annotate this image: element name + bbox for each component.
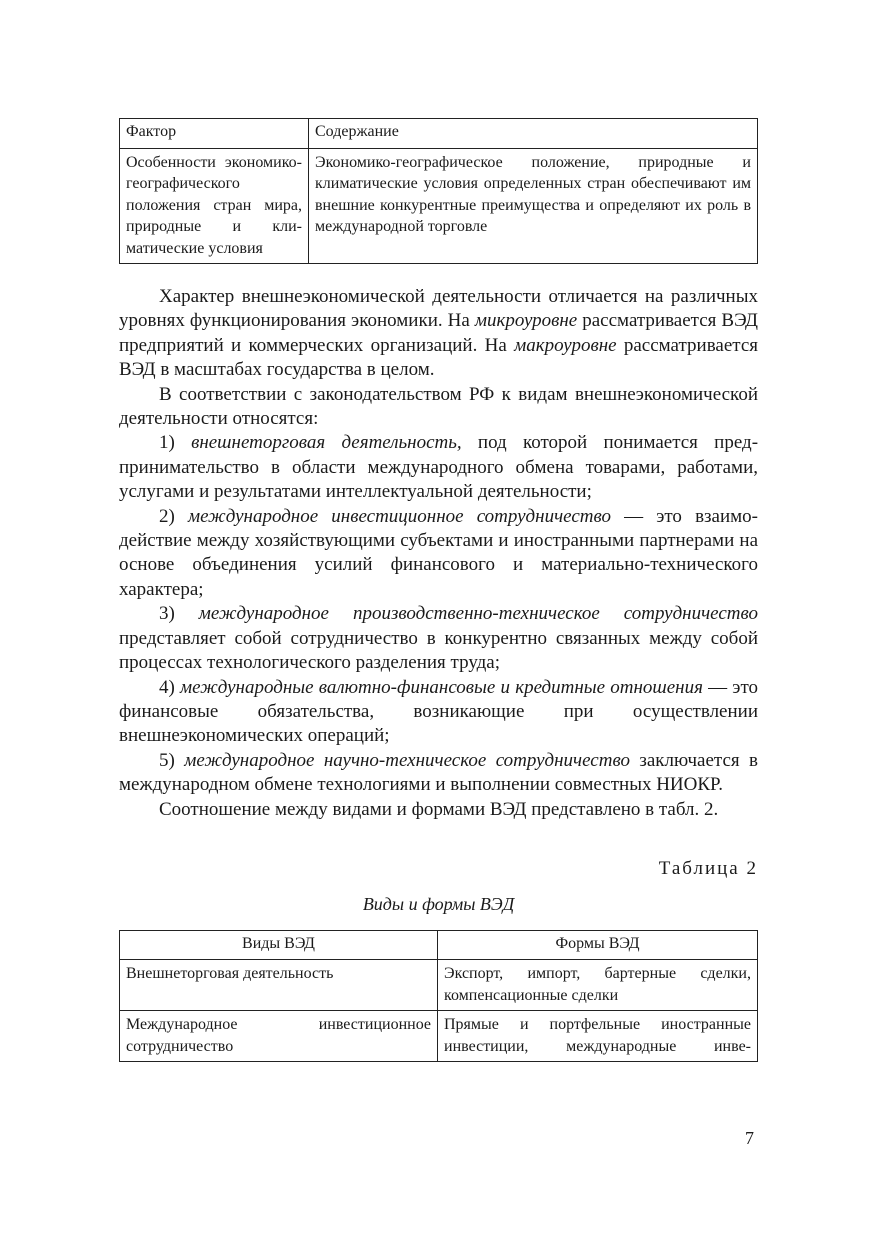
text-run: рассматривается ВЭД в масштабах государства в целом.: [119, 334, 758, 381]
page-number: 7: [745, 1128, 754, 1148]
item-term: международное инвестиционное сотрудничество: [187, 505, 611, 527]
header-kinds: Виды ВЭД: [120, 930, 438, 960]
list-item: [119, 676, 758, 749]
item-text: заключается в международном обмене технологиями и выполнении совместных НИОКР.: [119, 749, 758, 796]
factors-table: [119, 118, 758, 264]
term-macro: макроуровне: [514, 334, 617, 356]
factor-cell: Особенности экономико-географического положения стран мира, природные и климатические условия: [120, 148, 309, 264]
forms-cell: Прямые и портфельные иностранные инвестиции, международные инве-: [438, 1011, 758, 1062]
header-content: Содержание: [309, 119, 758, 149]
table-row: [120, 1011, 758, 1062]
item-term: международное производственно-техническое сотрудничество: [198, 603, 758, 625]
table-row: [120, 148, 758, 264]
forms-cell: Экспорт, импорт, бартерные сделки, компенсационные сделки: [438, 960, 758, 1011]
item-term: международные валютно-финансовые и кредитные отношения: [180, 676, 703, 698]
header-forms: Формы ВЭД: [438, 930, 758, 960]
kind-cell: Внешнеторговая деятельность: [120, 960, 438, 1011]
list-item: [119, 505, 758, 603]
item-number: 4): [159, 676, 180, 698]
item-text: — это финансовые обязательства, возникающие при осуществлении внешнеэкономических операций;: [119, 676, 758, 747]
paragraph-levels: [119, 285, 758, 383]
item-text: представляет собой сотрудничество в конкурентно связанных между собой процессах технологического разделения труда;: [119, 627, 758, 674]
item-number: 5): [159, 749, 185, 771]
table-row: [120, 960, 758, 1011]
list-item: [119, 602, 758, 675]
item-term: внешнеторговая деятельность,: [191, 432, 462, 454]
header-factor: Фактор: [120, 119, 309, 149]
table-header-row: [120, 930, 758, 960]
item-text: — это взаимодействие между хозяйствующими субъектами и иностранными партнерами на основе объединения усилий финансового и материально-технического характера;: [119, 505, 758, 600]
table-header-row: [120, 119, 758, 149]
item-number: 3): [159, 603, 199, 625]
table-title: Виды и формы ВЭД: [362, 893, 515, 914]
paragraph-intro: В соответствии с законодательством РФ к видам внешнеэкономической деятельности относятся:: [119, 383, 758, 430]
paragraph-reference: Соотношение между видами и формами ВЭД представлено в табл. 2.: [159, 798, 719, 820]
item-term: международное научно-техническое сотрудничество: [184, 749, 630, 771]
item-text: под которой понимается предпринимательство в области международного обмена товарами, работами, услугами и результатами интеллектуальной деятельности;: [119, 432, 759, 503]
item-number: 1): [159, 432, 192, 454]
kinds-forms-table: [119, 930, 758, 1063]
body-text: [119, 285, 758, 822]
list-item: [119, 749, 758, 798]
kind-cell: Международное инвестиционное сотрудничество: [120, 1011, 438, 1062]
item-number: 2): [159, 505, 188, 527]
table-caption: Таблица 2: [658, 857, 758, 879]
term-micro: микроуровне: [474, 310, 578, 332]
page-content: [119, 118, 758, 1062]
content-cell: Экономико-географическое положение, природные и климатические условия определенных стран обеспечивают им внешние конкурентные преимущества и определяют их роль в международной торговле: [309, 148, 758, 264]
text-run: рассматривается ВЭД предприятий и коммерческих организаций. На: [119, 310, 758, 356]
list-item: [119, 431, 758, 504]
text-run: Характер внешнеэкономической деятельности отличается на различных уровнях функционирования экономики. На: [119, 286, 758, 332]
